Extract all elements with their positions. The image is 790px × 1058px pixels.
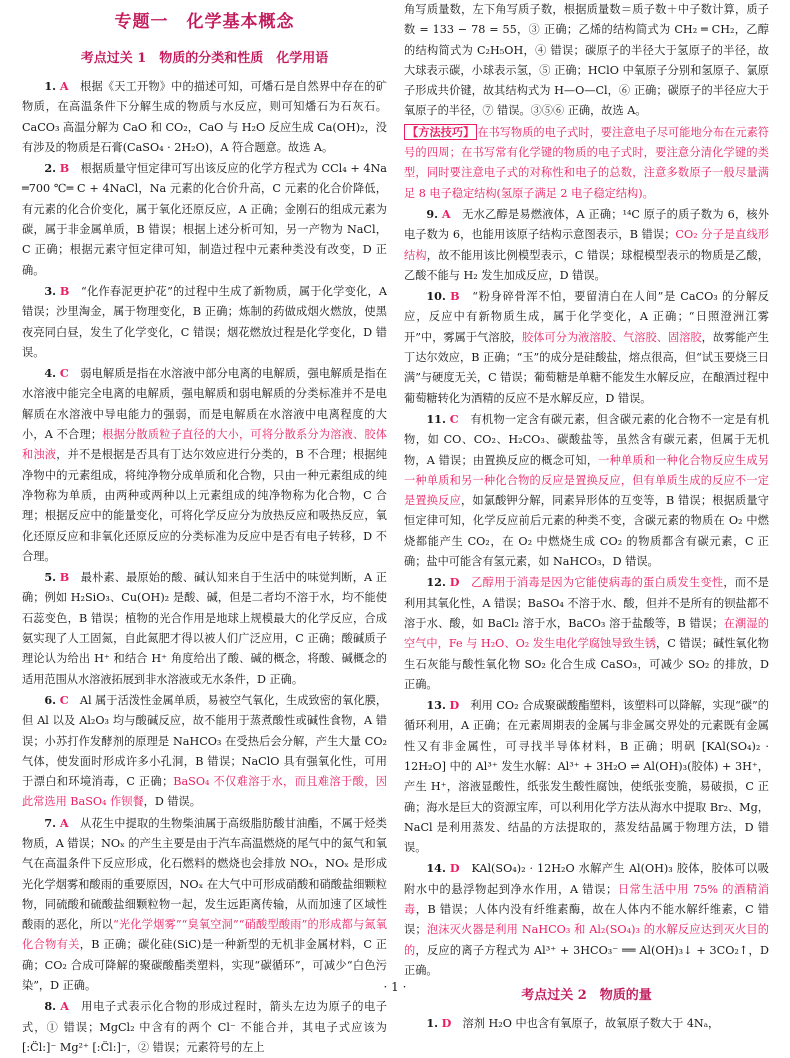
q11-text-2: ，如氯酸钾分解，同素异形体的互变等，B 错误；根据质量守恒定律可知，化学反应前后元素的种类不变，含碳元素的物质在 O₂ 中燃烧都能产生 CO₂，在 O₂ 中燃烧生成 CO₂ 的物质都含有碳元素，C 正确；盐中可能含有氢元素，如 NaHCO₃，D 错误。 bbox=[404, 494, 769, 569]
q2-text: 根据质量守恒定律可写出该反应的化学方程式为 CCl₄ + 4Na ═700 ℃═ C + 4NaCl，Na 元素的化合价升高，C 元素的化合价降低，有元素的化合价变化，属于氧化还原反应，A 正确；金刚石的组成元素为碳，属于非金属单质，B 错误；根据上述分析可知，另一产物为 NaCl，C 正确；根据元素守恒定律可知，制造过程中元素种类没有改变，D 正确。 bbox=[22, 162, 387, 277]
answer-q14 bbox=[404, 858, 769, 981]
answer-q6 bbox=[22, 690, 387, 813]
q12-text-2: ，C 错误；碱性氧化物生石灰能与酸性氧化物 SO₂ 化合生成 CaSO₃，可减少 SO₂ 的排放，D 正确。 bbox=[404, 637, 769, 691]
answer-q13 bbox=[404, 695, 769, 858]
q12-highlight-2: 在潮湿的空气中，Fe 与 H₂O、O₂ 发生电化学腐蚀导致生锈 bbox=[404, 616, 769, 651]
q11-text: 有机物一定含有碳元素，但含碳元素的化合物不一定是有机物，如 CO、CO₂、H₂CO₃、碳酸盐等，虽然含有碳元素，但属于无机物，A 错误；由置换反应的概念可知， bbox=[404, 412, 769, 467]
q10-text-2: ，故雾能产生丁达尔效应，B 正确；“玉”的成分是硅酸盐，熔点很高，但“试玉要烧三日满”与硬度无关，C 错误；葡萄糖是单糖不能发生水解反应，在酿酒过程中葡萄糖转化为酒精的反应不是水解反应，D 错误。 bbox=[404, 330, 769, 405]
q6-number: 6. bbox=[44, 692, 57, 707]
right-column bbox=[404, 0, 770, 1031]
method-tip bbox=[404, 122, 769, 204]
page-number: · 1 · bbox=[383, 980, 407, 994]
q1-text: 根据《天工开物》中的描述可知，可燔石是自然界中存在的矿物质，在高温条件下分解生成的物质与水反应，则可知燔石为石灰石。CaCO₃ 高温分解为 CaO 和 CO₂，CaO 与 H₂O 反应生成 Ca(OH)₂，没有涉及的物质是石膏(CaSO₄ · 2H₂O)，A 符合题意。故选 A。 bbox=[22, 80, 387, 154]
q10-text: “粉身碎骨浑不怕，要留清白在人间”是 CaCO₃ 的分解反应，反应中有新物质生成，属于化学变化，A 正确；“日照澄洲江雾开”中，雾属于气溶胶， bbox=[404, 290, 769, 344]
q4-answer: C bbox=[59, 366, 69, 381]
answer-q9 bbox=[404, 204, 769, 286]
section-1-title: 考点过关 1 物质的分类和性质 化学用语 bbox=[80, 51, 329, 66]
q3-answer: B bbox=[59, 283, 70, 298]
s2-q1-text: 溶剂 H₂O 中也含有氧原子，故氧原子数大于 4Nₐ， bbox=[462, 1017, 720, 1031]
q6-highlight: BaSO₄ 不仅难溶于水，而且难溶于酸，因此常选用 BaSO₄ 作钡餐 bbox=[22, 775, 387, 809]
q7-highlight: “光化学烟雾”“臭氧空洞”“硝酸型酸雨”的形成都与氮氧化合物有关 bbox=[22, 918, 387, 952]
q6-answer: C bbox=[59, 692, 69, 707]
q1-number: 1. bbox=[44, 79, 57, 93]
answer-q7 bbox=[22, 813, 387, 997]
q4-text-2: ，并不是根据是否具有丁达尔效应进行分类的，B 不合理；根据纯净物中的元素组成，将纯净物分成单质和化合物，只由一种元素组成的纯净物称为单质，由两种或两种以上元素组成的纯净物称为化合物，C 合理；根据反应中的能量变化，可将化学反应分为放热反应和吸热反应，氧化还原反应和非氧化还原反应的分类标准为反应中是否有电子转移，D 不合理。 bbox=[22, 448, 387, 563]
answer-q8 bbox=[22, 996, 387, 1058]
q3-number: 3. bbox=[44, 283, 57, 298]
q7-number: 7. bbox=[44, 815, 57, 830]
q12-text: ，而不是利用其氧化性，A 错误；BaSO₄ 不溶于水、酸，但并不是所有的钡盐都不溶于水、酸，如 BaCl₂ 溶于水，BaCO₃ 溶于盐酸等，B 错误； bbox=[404, 576, 769, 630]
answer-q2 bbox=[22, 158, 387, 281]
q11-answer: C bbox=[449, 411, 459, 426]
q14-highlight-1: 日常生活中用 75% 的酒精消毒 bbox=[404, 882, 770, 917]
q4-text: 弱电解质是指在水溶液中部分电离的电解质，强电解质是指在水溶液中能完全电离的电解质，强电解质和弱电解质的分类标准并不是电解质在水溶液中导电能力的强弱，而是电解质在水溶液中电离程度的大小，A 不合理； bbox=[22, 367, 387, 442]
q10-number: 10. bbox=[426, 289, 446, 304]
answer-q8-continued bbox=[404, 0, 769, 122]
answer-s2-q1 bbox=[404, 1013, 769, 1034]
section-2-title: 考点过关 2 物质的量 bbox=[521, 988, 652, 1004]
answer-q12 bbox=[404, 572, 769, 695]
q10-answer: B bbox=[450, 289, 460, 304]
q12-answer: D bbox=[449, 575, 460, 590]
q12-number: 12. bbox=[426, 575, 446, 590]
q7-text-2: ，B 正确；碳化硅(SiC)是一种新型的无机非金属材料，C 正确；CO₂ 合成可降解的聚碳酸酯类塑料，实现“碳循环”，可减少“白色污染”，D 正确。 bbox=[22, 938, 387, 993]
q13-number: 13. bbox=[426, 698, 446, 713]
q14-number: 14. bbox=[426, 861, 446, 876]
answer-q1 bbox=[22, 76, 387, 158]
answer-q10 bbox=[404, 286, 769, 409]
q11-highlight: 一种单质和一种化合物反应生成另一种单质和另一种化合物的反应是置换反应，但有单质生成的反应不一定是置换反应 bbox=[404, 453, 769, 508]
q9-highlight: CO₂ 分子是直线形结构 bbox=[404, 228, 769, 262]
q2-number: 2. bbox=[44, 161, 57, 176]
answer-q5 bbox=[22, 567, 387, 690]
q4-number: 4. bbox=[44, 366, 57, 381]
q11-number: 11. bbox=[426, 411, 446, 426]
q9-number: 9. bbox=[426, 206, 439, 221]
q5-number: 5. bbox=[44, 570, 57, 585]
q8-number: 8. bbox=[44, 999, 57, 1014]
q8-text-cont: 角写质量数，左下角写质子数，根据质量数＝质子数＋中子数计算，质子数 = 133 − 78 = 55，③ 正确；乙烯的结构简式为 CH₂ ═ CH₂，乙醇的结构简式为 C₂H₅OH，④ 错误；碳原子的半径大于氢原子的半径，故大球表示碳，小球表示氢，⑤ 正确；HClO 中氧原子分别和氢原子、氯原子形成共价键，故其结构式为 H—O—Cl，⑥ 正确；碳原子的半径应大于氧原子的半径，⑦ 错误。③⑤⑥ 正确，故选 A。 bbox=[404, 3, 769, 118]
q14-text-2: ，B 错误；人体内没有纤维素酶，故在人体内不能水解纤维素，C 错误； bbox=[404, 903, 769, 937]
answer-q11 bbox=[404, 409, 769, 572]
q7-answer: A bbox=[59, 815, 69, 830]
q14-highlight-2: 泡沫灭火器是利用 NaHCO₃ 和 Al₂(SO₄)₃ 的水解反应达到灭火目的的 bbox=[404, 923, 769, 957]
q3-text: “化作春泥更护花”的过程中生成了新物质，属于化学变化，A 错误；沙里淘金，属于物理变化，B 正确；炼制的药做成烟火燃放，使黑夜亮同白昼，发生了化学变化，C 错误；烟花燃放过程是化学变化，D 错误。 bbox=[22, 284, 387, 359]
q14-answer: D bbox=[449, 861, 460, 876]
page-title: 专题一 化学基本概念 bbox=[114, 12, 295, 32]
q8-answer: A bbox=[60, 999, 69, 1014]
q10-highlight: 胶体可分为液溶胶、气溶胶、固溶胶 bbox=[522, 330, 702, 344]
q14-text: KAl(SO₄)₂ · 12H₂O 水解产生 Al(OH)₃ 胶体，胶体可以吸附水中的悬浮物起到净水作用，A 错误； bbox=[404, 862, 769, 896]
q13-text: 利用 CO₂ 合成聚碳酸酯塑料，该塑料可以降解，实现“碳”的循环利用，A 正确；在元素周期表的金属与非金属交界处的元素既有金属性又有非金属性，可寻找半导体材料，B 正确；明矾 [KAl(SO₄)₂ · 12H₂O] 中的 Al³⁺ 发生水解：Al³⁺ + 3H₂O ⇌ Al(OH)₃(胶体) + 3H⁺，产生 H⁺，溶液显酸性，纸张发生酸性腐蚀，使纸张变脆，易破损，C 正确；海水是巨大的资源宝库，可以利用化学方法从海水中提取 Br₂、Mg，NaCl 是利用蒸发、结晶的方法提取的，蒸发结晶属于物理方法，D 错误。 bbox=[404, 699, 769, 855]
s2-q1-number: 1. bbox=[426, 1016, 439, 1031]
method-tip-text: 在书写物质的电子式时，要注意电子尽可能地分布在元素符号的四周；在书写常有化学键的物质的电子式时，要注意分清化学键的类型，同时要注意电子式的对称性和电子的总数，注意多数原子一般尽量满足 8 电子稳定结构(氢原子满足 2 电子稳定结构)。 bbox=[404, 125, 769, 200]
answer-q4 bbox=[22, 363, 387, 567]
q12-highlight-1: 乙醇用于消毒是因为它能使病毒的蛋白质发生变性 bbox=[471, 576, 724, 590]
q14-text-3: ，反应的离子方程式为 Al³⁺ + 3HCO₃⁻ ══ Al(OH)₃↓ + 3CO₂↑，D 正确。 bbox=[404, 943, 769, 977]
method-tip-tag: 【方法技巧】 bbox=[404, 124, 477, 140]
q6-text: Al 属于活泼性金属单质，易被空气氧化，生成致密的氧化膜，但 Al 以及 Al₂O₃ 均与酸碱反应，故不能用于蒸煮酸性或碱性食物，A 错误；小苏打作发酵剂的原理是 NaHCO₃ 在受热后会分解，产生大量 CO₂ 气体，使发面时形成许多小孔洞，B 错误；NaClO 具有强氧化性，可用于漂白和环境消毒，C 正确； bbox=[22, 693, 388, 789]
q9-text: 无水乙醇是易燃液体，A 正确；¹⁴C 原子的质子数为 6，核外电子数为 6，也能用该原子结构示意图表示，B 错误； bbox=[404, 207, 769, 242]
q9-text-2: ，故不能用该比例模型表示，C 错误；球棍模型表示的物质是乙酸，乙酸不能与 H₂ 发生加成反应，D 错误。 bbox=[404, 248, 769, 282]
answer-q3 bbox=[22, 281, 387, 363]
q2-answer: B bbox=[59, 161, 70, 176]
q4-highlight: 根据分散质粒子直径的大小，可将分散系分为溶液、胶体和浊液 bbox=[22, 428, 387, 462]
q1-answer: A bbox=[59, 79, 69, 93]
q8-text: 用电子式表示化合物的形成过程时，箭头左边为原子的电子式，① 错误；MgCl₂ 中含有的两个 Cl⁻ 不能合并，其电子式应该为 [:C̈l:]⁻ Mg²⁺ [:C̈l:]⁻，② 错误；元素符号的左上 bbox=[22, 1000, 387, 1054]
q9-answer: A bbox=[441, 206, 451, 221]
q5-text: 最朴素、最原始的酸、碱认知来自于生活中的味觉判断，A 正确；例如 H₂SiO₃、Cu(OH)₂ 是酸、碱，但是二者均不溶于水，均不能使石蕊变色，B 错误；植物的光合作用是地球上规模最大的化学反应，合成氨实现了人工固氮，自此氮肥才得以被人们广泛应用，C 正确；酸碱质子理论认为给出 H⁺ 和结合 H⁺ 角度给出了酸、碱的概念，将酸、碱概念的适用范围从水溶液拓展到非水溶液或无水条件，D 正确。 bbox=[22, 571, 387, 686]
s2-q1-answer: D bbox=[441, 1016, 452, 1031]
q7-text: 从花生中提取的生物柴油属于高级脂肪酸甘油酯，不属于烃类物质，A 错误；NOₓ 的产生主要是由于汽车高温燃烧的尾气中的氮气和氧气在高温条件下反应形成，化石燃料的燃烧也会排放 NOₓ，NOₓ 是形成光化学烟雾和酸雨的重要原因，NOₓ 在大气中可形成硝酸和硝酸盐细颗粒物，同硫酸和硫酸盐细颗粒物一起，发生远距离传输，从而加速了区域性酸雨的恶化，所以 bbox=[22, 816, 387, 932]
left-column bbox=[22, 0, 388, 1054]
q6-text-2: ，D 错误。 bbox=[143, 795, 201, 809]
q13-answer: D bbox=[449, 698, 460, 713]
q5-answer: B bbox=[59, 570, 70, 585]
